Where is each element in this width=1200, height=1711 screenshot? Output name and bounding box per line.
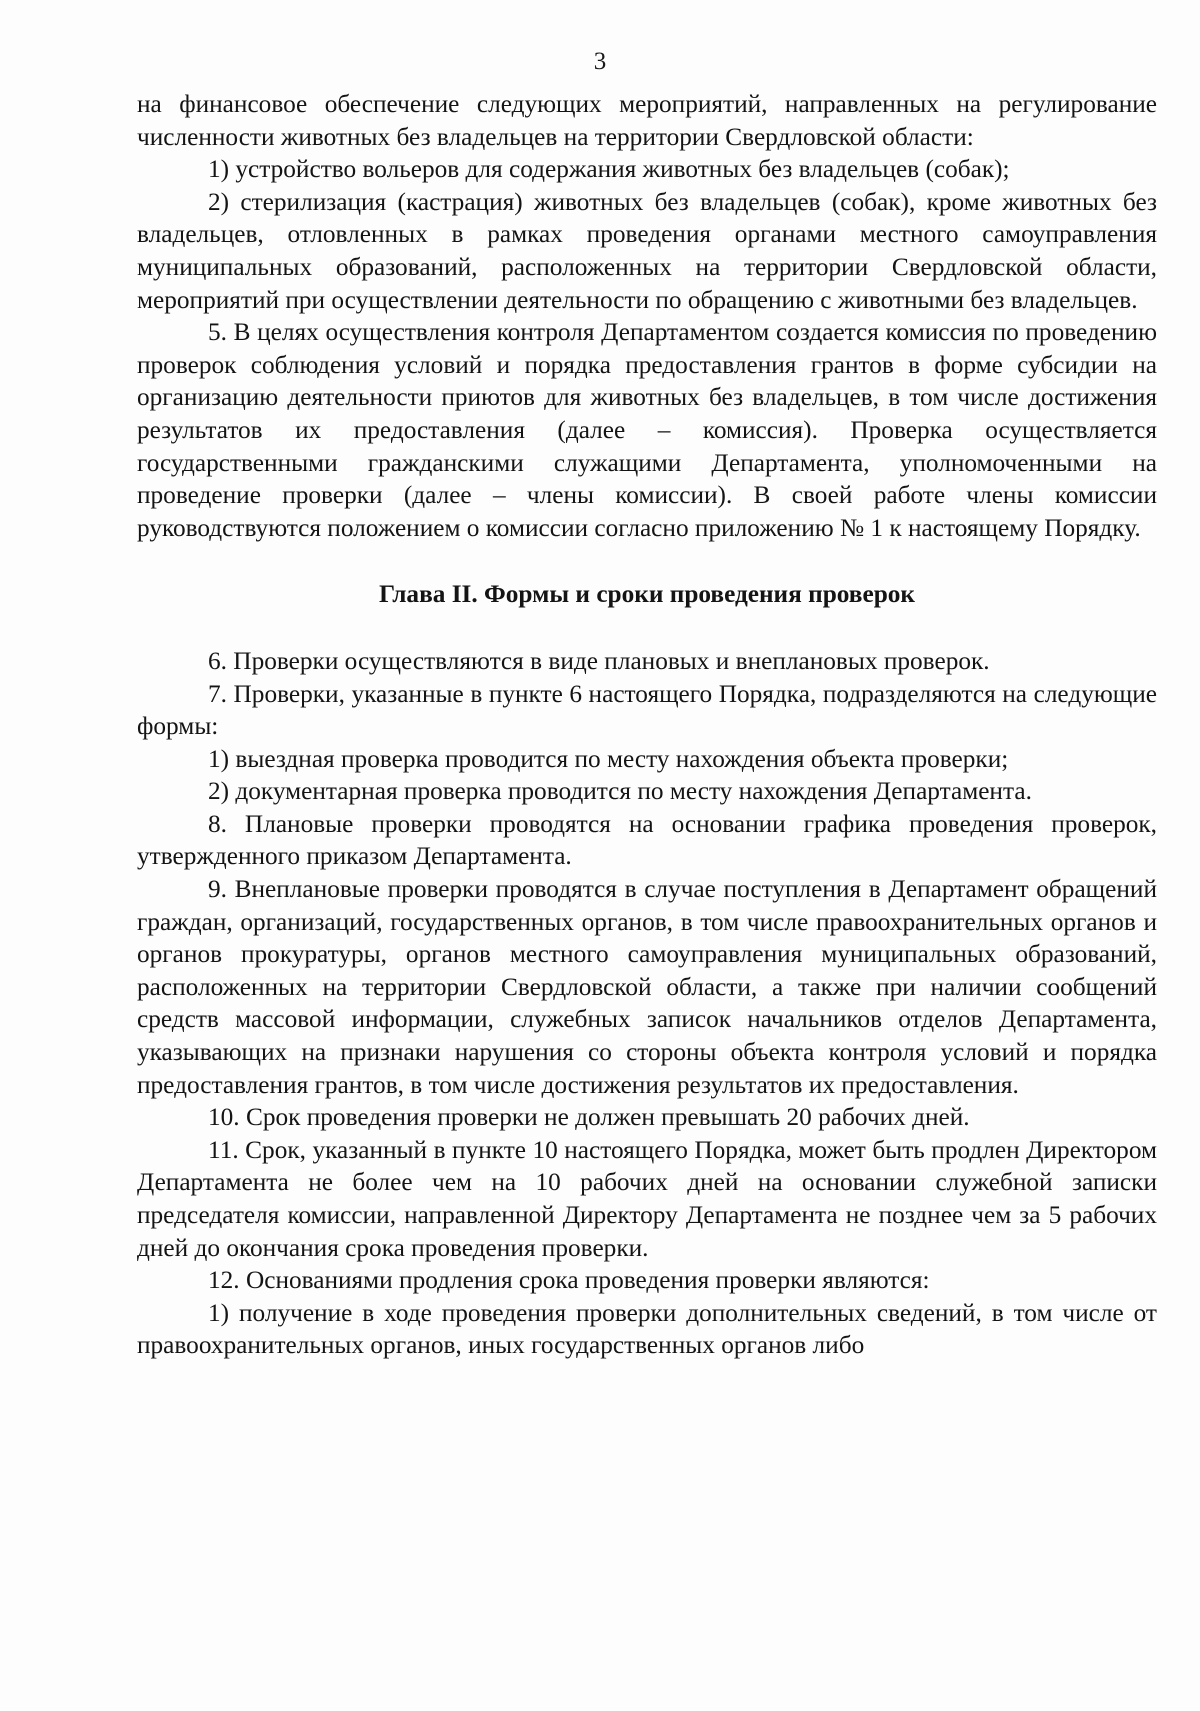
document-body (137, 88, 1157, 1362)
paragraph-point-11: 11. Срок, указанный в пункте 10 настоящего Порядка, может быть продлен Директором Департамента не более чем на 10 рабочих дней на основании служебной записки председателя комиссии, направленной Директору Департамента не позднее чем за 5 рабочих дней до окончания срока проведения проверки. (137, 1135, 1157, 1262)
chapter-heading: Глава II. Формы и сроки проведения проверок (379, 580, 915, 609)
page-number: 3 (593, 48, 607, 75)
paragraph-point-7-item-1: 1) выездная проверка проводится по месту нахождения объекта проверки; (208, 744, 1009, 773)
paragraph-intro: на финансовое обеспечение следующих мероприятий, направленных на регулирование численности животных без владельцев на территории Свердловской области: (137, 90, 1157, 151)
paragraph-item-1: 1) устройство вольеров для содержания животных без владельцев (собак); (208, 155, 1010, 184)
paragraph-point-9: 9. Внеплановые проверки проводятся в случае поступления в Департамент обращений граждан, организаций, государственных органов, в том числе правоохранительных органов и органов прокуратуры, органов местного самоуправления муниципальных образований, расположенных на территории Свердловской области, а также при наличии сообщений средств массовой информации, служебных записок начальников отделов Департамента, указывающих на признаки нарушения со стороны объекта контроля условий и порядка предоставления грантов, в том числе достижения результатов их предоставления. (137, 875, 1157, 1099)
paragraph-point-8: 8. Плановые проверки проводятся на основании графика проведения проверок, утвержденного приказом Департамента. (137, 809, 1157, 871)
paragraph-point-12-item-1: 1) получение в ходе проведения проверки дополнительных сведений, в том числе от правоохранительных органов, иных государственных органов либо (137, 1298, 1157, 1360)
section-after-heading (137, 645, 1157, 1362)
paragraph-point-12: 12. Основаниями продления срока проведения проверки являются: (208, 1266, 930, 1295)
paragraph-point-7-item-2: 2) документарная проверка проводится по месту нахождения Департамента. (208, 777, 1032, 806)
paragraph-point-7: 7. Проверки, указанные в пункте 6 настоящего Порядка, подразделяются на следующие формы: (137, 679, 1157, 741)
paragraph-point-6: 6. Проверки осуществляются в виде плановых и внеплановых проверок. (208, 646, 990, 675)
paragraph-point-10: 10. Срок проведения проверки не должен превышать 20 рабочих дней. (208, 1103, 970, 1132)
section-before-heading (137, 88, 1157, 544)
paragraph-item-2: 2) стерилизация (кастрация) животных без владельцев (собак), кроме животных без владельцев, отловленных в рамках проведения органами местного самоуправления муниципальных образований, расположенных на территории Свердловской области, мероприятий при осуществлении деятельности по обращению с животными без владельцев. (137, 187, 1157, 314)
paragraph-point-5: 5. В целях осуществления контроля Департаментом создается комиссия по проведению проверок соблюдения условий и порядка предоставления грантов в форме субсидии на организацию деятельности приютов для животных без владельцев, в том числе достижения результатов их предоставления (далее – комиссия). Проверка осуществляется государственными гражданскими служащими Департамента, уполномоченными на проведение проверки (далее – члены комиссии). В своей работе члены комиссии руководствуются положением о комиссии согласно приложению № 1 к настоящему Порядку. (137, 318, 1157, 542)
